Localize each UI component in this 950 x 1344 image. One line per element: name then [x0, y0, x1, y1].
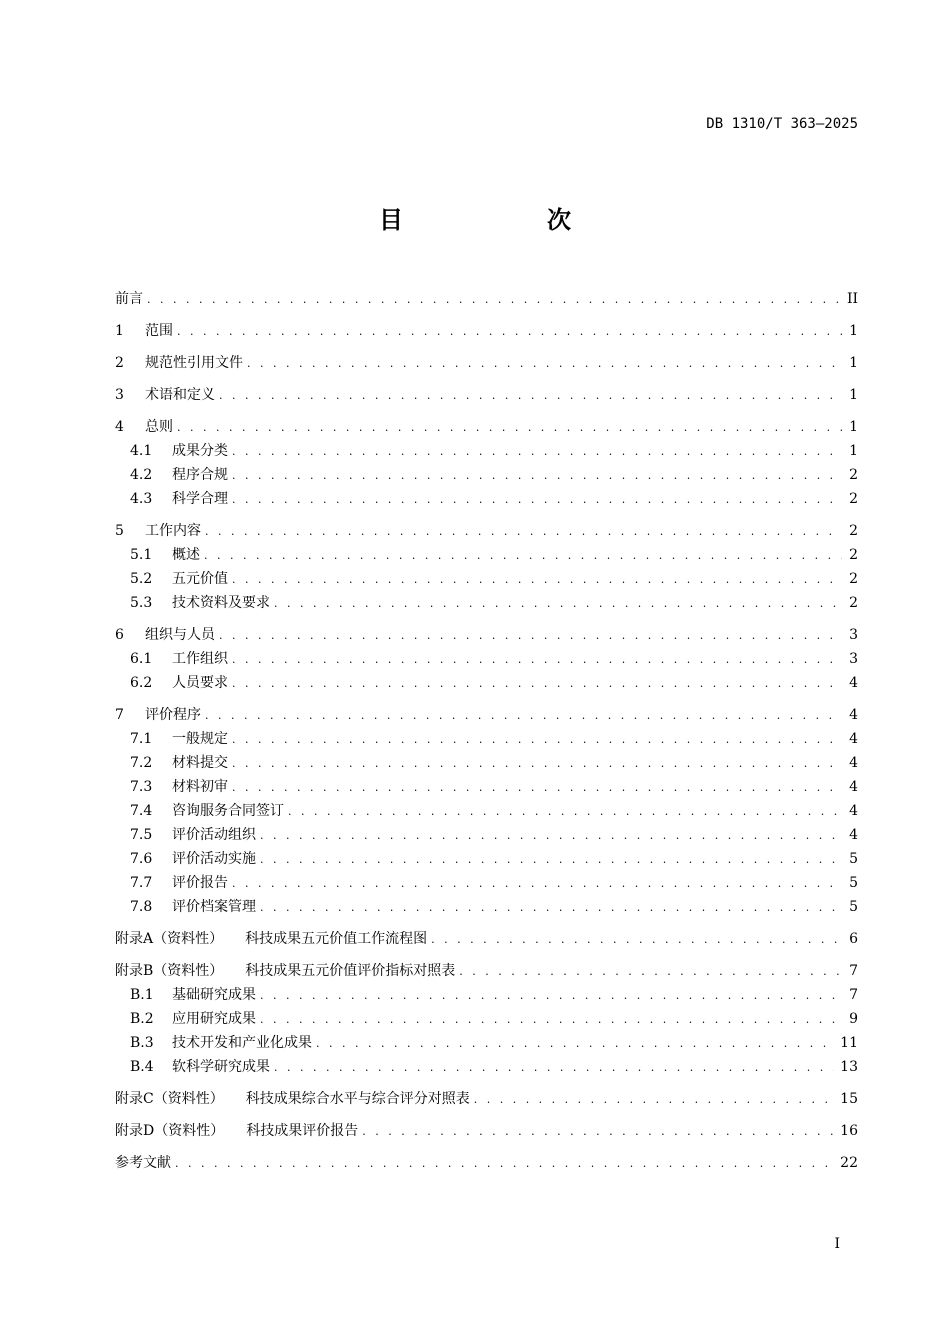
toc-entry-number: 4: [115, 419, 124, 435]
toc-entry-page: 2: [849, 523, 858, 539]
toc-entry-label: 程序合规: [172, 467, 228, 483]
toc-entry[interactable]: [115, 543, 858, 567]
toc-entry-page: 1: [849, 323, 858, 339]
toc-entry-number: 6.2: [130, 675, 153, 691]
toc-leader-dots: [288, 800, 842, 824]
toc-entry-number: 7.4: [130, 803, 153, 819]
toc-entry-page: 7: [849, 963, 858, 979]
toc-entry-label: 材料初审: [172, 779, 228, 795]
toc-leader-dots: [205, 704, 842, 728]
toc-entry[interactable]: [115, 959, 858, 983]
toc-entry-number: 5.2: [130, 571, 153, 587]
toc-entry-page: 3: [849, 651, 858, 667]
toc-entry[interactable]: [115, 927, 858, 951]
toc-entry-number: 5: [115, 523, 124, 539]
toc-entry-page: 4: [849, 779, 858, 795]
toc-entry[interactable]: [115, 647, 858, 671]
toc-entry-number: 5.1: [130, 547, 153, 563]
toc-entry-label: 评价活动组织: [172, 827, 256, 843]
toc-entry[interactable]: [115, 439, 858, 463]
toc-leader-dots: [260, 896, 842, 920]
toc-leader-dots: [247, 352, 842, 376]
toc-entry-label: 软科学研究成果: [172, 1059, 270, 1075]
toc-entry-label: 术语和定义: [145, 387, 215, 403]
toc-entry-label: 总则: [145, 419, 173, 435]
toc-entry-page: 15: [840, 1091, 858, 1107]
toc-entry[interactable]: [115, 703, 858, 727]
toc-entry-page: 2: [849, 571, 858, 587]
toc-entry-page: 1: [849, 419, 858, 435]
toc-entry[interactable]: [115, 823, 858, 847]
toc-entry-label: 规范性引用文件: [145, 355, 243, 371]
document-code: DB 1310/T 363—2025: [706, 116, 858, 132]
toc-entry-page: 3: [849, 627, 858, 643]
toc-entry-number: 7.3: [130, 779, 153, 795]
toc-entry[interactable]: [115, 1119, 858, 1143]
toc-entry[interactable]: [115, 383, 858, 407]
toc-entry[interactable]: [115, 351, 858, 375]
toc-entry-page: 1: [849, 387, 858, 403]
toc-entry-number: 附录D（资料性）: [115, 1123, 225, 1139]
toc-entry[interactable]: [115, 567, 858, 591]
toc-entry[interactable]: [115, 319, 858, 343]
toc-entry-label: 工作组织: [172, 651, 228, 667]
toc-title: 目 次: [379, 206, 631, 234]
toc-leader-dots: [232, 568, 842, 592]
toc-entry-label: 科技成果评价报告: [246, 1123, 359, 1139]
toc-leader-dots: [219, 624, 842, 648]
toc-leader-dots: [260, 984, 842, 1008]
toc-entry[interactable]: [115, 775, 858, 799]
toc-leader-dots: [177, 416, 842, 440]
toc-entry-page: 13: [840, 1059, 858, 1075]
toc-entry-label: 咨询服务合同签订: [172, 803, 284, 819]
toc-leader-dots: [474, 1088, 834, 1112]
toc-entry[interactable]: [115, 487, 858, 511]
toc-entry[interactable]: [115, 1031, 858, 1055]
toc-entry-label: 成果分类: [172, 443, 228, 459]
toc-entry-label: 评价活动实施: [172, 851, 256, 867]
toc-leader-dots: [431, 928, 842, 952]
toc-entry-number: 附录A（资料性）: [115, 931, 224, 947]
toc-entry[interactable]: [115, 727, 858, 751]
toc-leader-dots: [232, 872, 842, 896]
toc-leader-dots: [232, 752, 842, 776]
toc-leader-dots: [362, 1120, 834, 1144]
toc-leader-dots: [260, 824, 842, 848]
toc-entry-label: 概述: [172, 547, 200, 563]
toc-entry-label: 科技成果综合水平与综合评分对照表: [245, 1091, 470, 1107]
toc-leader-dots: [274, 592, 842, 616]
toc-entry-label: 科学合理: [172, 491, 228, 507]
toc-entry-label: 评价报告: [172, 875, 228, 891]
toc-entry-page: 2: [849, 491, 858, 507]
toc-entry-page: 1: [849, 443, 858, 459]
toc-leader-dots: [232, 488, 842, 512]
toc-entry-number: 3: [115, 387, 124, 403]
toc-entry[interactable]: [115, 799, 858, 823]
toc-leader-dots: [260, 848, 842, 872]
toc-entry-label: 一般规定: [172, 731, 228, 747]
toc-entry[interactable]: [115, 751, 858, 775]
toc-leader-dots: [232, 672, 842, 696]
toc-entry[interactable]: [115, 463, 858, 487]
toc-leader-dots: [232, 776, 842, 800]
toc-entry[interactable]: [115, 623, 858, 647]
toc-entry[interactable]: [115, 591, 858, 615]
toc-entry-page: 4: [849, 803, 858, 819]
toc-entry-number: B.1: [130, 987, 154, 1003]
toc-entry-label: 应用研究成果: [172, 1011, 256, 1027]
toc-entry-label: 评价档案管理: [172, 899, 256, 915]
toc-leader-dots: [274, 1056, 834, 1080]
toc-entry-label: 参考文献: [115, 1155, 171, 1171]
toc-entry-page: 4: [849, 707, 858, 723]
toc-entry[interactable]: [115, 519, 858, 543]
toc-entry-page: 16: [840, 1123, 858, 1139]
toc-entry-number: 7.5: [130, 827, 153, 843]
table-of-contents: [115, 287, 858, 1175]
toc-entry-number: 5.3: [130, 595, 153, 611]
toc-entry-page: 5: [849, 875, 858, 891]
toc-leader-dots: [316, 1032, 834, 1056]
toc-leader-dots: [204, 544, 842, 568]
toc-entry-page: II: [846, 291, 858, 307]
toc-entry-number: 4.2: [130, 467, 153, 483]
toc-entry-number: B.3: [130, 1035, 154, 1051]
toc-entry-page: 4: [849, 675, 858, 691]
toc-entry-page: 5: [849, 899, 858, 915]
toc-entry-number: 6.1: [130, 651, 153, 667]
toc-entry-number: 7.6: [130, 851, 153, 867]
toc-entry-label: 评价程序: [145, 707, 201, 723]
page-number: I: [834, 1236, 840, 1252]
toc-leader-dots: [177, 320, 842, 344]
toc-entry[interactable]: [115, 847, 858, 871]
toc-entry-number: 6: [115, 627, 124, 643]
toc-entry-page: 2: [849, 547, 858, 563]
toc-entry-label: 范围: [145, 323, 173, 339]
toc-entry-label: 基础研究成果: [172, 987, 256, 1003]
toc-entry-label: 工作内容: [145, 523, 201, 539]
toc-entry[interactable]: [115, 415, 858, 439]
toc-entry[interactable]: [115, 1151, 858, 1175]
toc-entry-page: 2: [849, 467, 858, 483]
toc-entry-label: 技术开发和产业化成果: [172, 1035, 312, 1051]
toc-entry-number: 7.1: [130, 731, 153, 747]
toc-entry-page: 4: [849, 731, 858, 747]
toc-entry-page: 9: [849, 1011, 858, 1027]
toc-entry-number: 7.7: [130, 875, 153, 891]
toc-entry-number: B.4: [130, 1059, 154, 1075]
toc-entry-label: 科技成果五元价值工作流程图: [245, 931, 428, 947]
toc-entry-page: 4: [849, 827, 858, 843]
toc-entry-page: 1: [849, 355, 858, 371]
toc-leader-dots: [175, 1152, 834, 1176]
toc-entry-number: 4.1: [130, 443, 153, 459]
toc-entry[interactable]: [115, 1055, 858, 1079]
toc-entry-number: 7.8: [130, 899, 153, 915]
toc-entry-number: 附录C（资料性）: [115, 1091, 224, 1107]
toc-entry-number: 7: [115, 707, 124, 723]
toc-entry[interactable]: [115, 671, 858, 695]
toc-leader-dots: [459, 960, 842, 984]
toc-entry-number: 7.2: [130, 755, 153, 771]
toc-leader-dots: [232, 728, 842, 752]
toc-leader-dots: [232, 648, 842, 672]
toc-entry-label: 五元价值: [172, 571, 228, 587]
toc-entry[interactable]: [115, 895, 858, 919]
toc-entry-label: 技术资料及要求: [172, 595, 270, 611]
toc-entry[interactable]: [115, 1087, 858, 1111]
toc-entry-label: 前言: [115, 291, 143, 307]
toc-entry-page: 5: [849, 851, 858, 867]
toc-leader-dots: [232, 440, 842, 464]
toc-leader-dots: [260, 1008, 842, 1032]
toc-entry-number: 4.3: [130, 491, 153, 507]
toc-entry-number: 1: [115, 323, 124, 339]
toc-entry-label: 材料提交: [172, 755, 228, 771]
toc-entry-number: 2: [115, 355, 124, 371]
toc-entry[interactable]: [115, 287, 858, 311]
toc-entry[interactable]: [115, 871, 858, 895]
toc-leader-dots: [147, 288, 841, 312]
toc-entry-label: 科技成果五元价值评价指标对照表: [245, 963, 456, 979]
toc-entry-number: B.2: [130, 1011, 154, 1027]
toc-entry[interactable]: [115, 1007, 858, 1031]
toc-entry-page: 11: [840, 1035, 858, 1051]
toc-entry-page: 7: [849, 987, 858, 1003]
toc-leader-dots: [232, 464, 842, 488]
toc-leader-dots: [219, 384, 842, 408]
toc-entry-page: 4: [849, 755, 858, 771]
toc-entry-label: 组织与人员: [145, 627, 215, 643]
toc-entry-label: 人员要求: [172, 675, 228, 691]
toc-entry-page: 6: [849, 931, 858, 947]
toc-entry-page: 2: [849, 595, 858, 611]
toc-entry[interactable]: [115, 983, 858, 1007]
toc-entry-page: 22: [840, 1155, 858, 1171]
toc-leader-dots: [205, 520, 842, 544]
toc-entry-number: 附录B（资料性）: [115, 963, 224, 979]
